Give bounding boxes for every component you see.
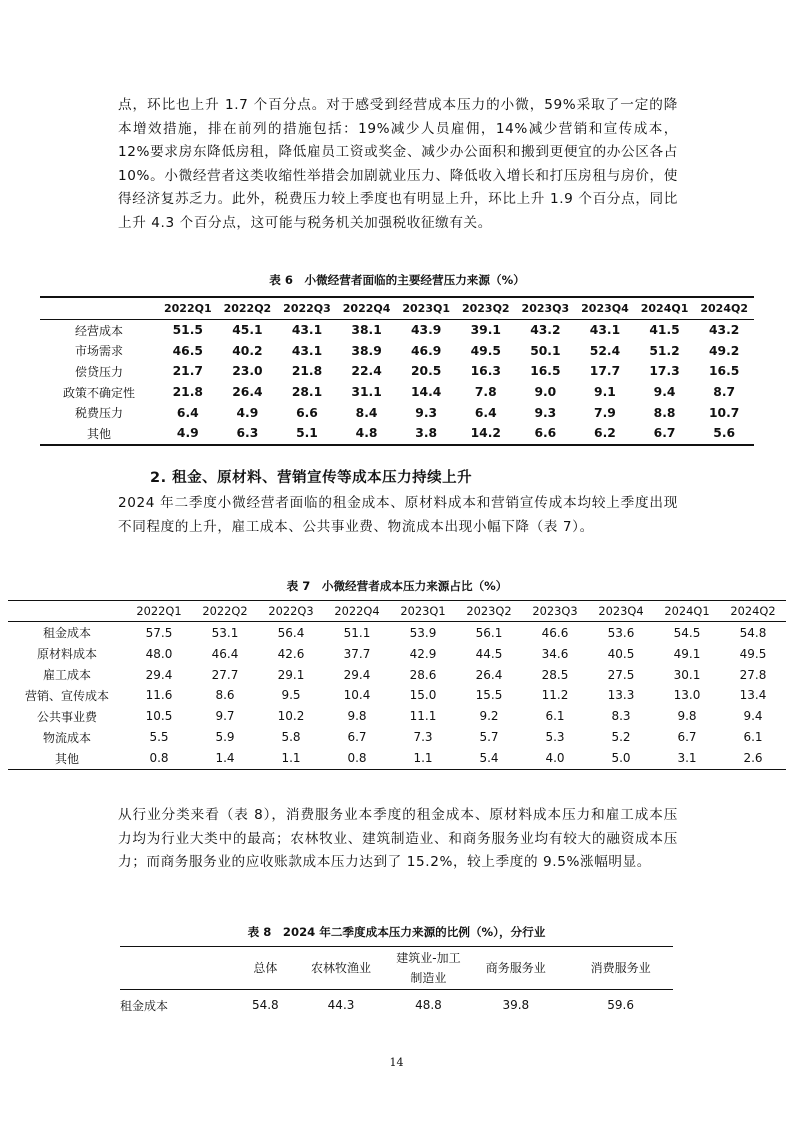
table7-col-header: 2022Q2 [202, 604, 248, 619]
table7-cell: 57.5 [145, 625, 173, 640]
table7-cell: 37.7 [343, 646, 371, 661]
table6-cell: 43.1 [589, 323, 621, 338]
table7-cell: 49.1 [673, 646, 701, 661]
table7-cell: 9.4 [743, 709, 763, 724]
table6-cell: 6.2 [594, 426, 616, 441]
table6-row-label: 偿贷压力 [74, 364, 123, 379]
table6-corner [40, 297, 158, 319]
table7-cell: 27.5 [607, 667, 635, 682]
table7-cell: 5.3 [545, 730, 565, 745]
table6-row [40, 382, 754, 403]
table7-cell: 5.5 [149, 730, 169, 745]
table7-cell: 49.5 [739, 646, 767, 661]
table7-cell: 28.6 [409, 667, 437, 682]
table6-cell: 5.6 [713, 426, 736, 441]
table7-cell: 46.6 [541, 625, 569, 640]
table6-header-row [40, 297, 754, 319]
table7-row [8, 706, 786, 727]
table6-cell: 45.1 [232, 323, 263, 338]
table7-cell: 0.8 [347, 751, 367, 766]
table8 [120, 946, 673, 1020]
table6-cell: 8.7 [713, 385, 736, 400]
table6-cell: 16.5 [709, 364, 740, 379]
table7-col-header: 2023Q4 [598, 604, 644, 619]
table6-cell: 6.7 [653, 426, 676, 441]
table6-cell: 9.3 [534, 405, 557, 420]
table6-col-header: 2022Q4 [342, 301, 391, 315]
table8-col-header: 农林牧渔业 [311, 961, 372, 975]
table7-cell: 53.6 [607, 625, 635, 640]
table6-cell: 26.4 [232, 385, 263, 400]
table7-cell: 9.2 [479, 709, 499, 724]
table6-row [40, 361, 754, 382]
table6-row [40, 423, 754, 445]
table7-cell: 15.0 [409, 688, 437, 703]
table7-cell: 13.0 [673, 688, 701, 703]
table7-cell: 8.6 [215, 688, 235, 703]
table6-cell: 31.1 [351, 385, 382, 400]
table7-cell: 26.4 [475, 667, 503, 682]
table6-cell: 5.1 [296, 426, 318, 441]
table7-col-header: 2023Q2 [466, 604, 512, 619]
table7-cell: 29.1 [277, 667, 305, 682]
table6-col-header: 2022Q2 [223, 301, 272, 315]
table6-cell: 38.1 [351, 323, 382, 338]
table7-cell: 34.6 [541, 646, 569, 661]
table7-cell: 27.8 [739, 667, 767, 682]
table7-cell: 10.4 [343, 688, 371, 703]
table6-cell: 14.2 [470, 426, 501, 441]
table8-header-row [120, 947, 673, 990]
table7-row-label: 租金成本 [42, 626, 91, 641]
table6-cell: 9.4 [653, 385, 676, 400]
table7-cell: 7.3 [413, 730, 433, 745]
table6-row-label: 税费压力 [74, 406, 123, 421]
table7-cell: 6.1 [545, 709, 565, 724]
table7-col-header: 2022Q3 [268, 604, 314, 619]
table7-cell: 11.6 [145, 688, 173, 703]
table7 [8, 600, 786, 770]
table6-cell: 22.4 [351, 364, 382, 379]
table7-cell: 13.4 [739, 688, 767, 703]
table6-cell: 10.7 [709, 405, 740, 420]
table7-cell: 54.5 [673, 625, 701, 640]
table6-cell: 41.5 [649, 323, 680, 338]
table7-col-header: 2022Q4 [334, 604, 380, 619]
table6-cell: 4.8 [355, 426, 378, 441]
table6-col-header: 2024Q1 [640, 301, 689, 315]
table7-cell: 6.7 [677, 730, 697, 745]
table8-col-header: 总体 [253, 961, 278, 975]
table8-corner [120, 947, 242, 990]
table6-cell: 49.2 [709, 343, 740, 358]
table7-cell: 2.6 [743, 751, 763, 766]
table7-cell: 29.4 [343, 667, 371, 682]
table6-cell: 52.4 [589, 343, 621, 358]
table6-cell: 50.1 [530, 343, 561, 358]
table7-header-row [8, 601, 786, 622]
table6-cell: 9.3 [415, 405, 438, 420]
table7-cell: 9.7 [215, 709, 235, 724]
table6-row-label: 其他 [86, 426, 111, 441]
table6-cell: 28.1 [291, 385, 323, 400]
table6-cell: 17.7 [589, 364, 621, 379]
table6-cell: 14.4 [411, 385, 442, 400]
table6-cell: 51.5 [172, 323, 203, 338]
table7-row-label: 营销、宣传成本 [24, 688, 109, 703]
table6-cell: 46.5 [172, 343, 203, 358]
table8-col-header: 建筑业-加工制造业 [396, 951, 461, 985]
industry-paragraph: 从行业分类来看（表 8），消费服务业本季度的租金成本、原材料成本压力和雇工成本压力均为行业大类中的最高；农林牧业、建筑制造业、和商务服务业均有较大的融资成本压力；而商务服务业的应收账款成本压力达到了 15.2%，较上季度的 9.5%涨幅明显。 [118, 807, 678, 871]
table6-cell: 39.1 [470, 323, 501, 338]
table6-cell: 43.1 [291, 343, 323, 358]
table6-cell: 40.2 [232, 343, 263, 358]
table7-cell: 15.5 [475, 688, 503, 703]
table8-col-header: 商务服务业 [485, 961, 546, 975]
table8-cell: 59.6 [607, 998, 634, 1012]
table7-cell: 54.8 [739, 625, 767, 640]
table6-cell: 7.9 [594, 405, 616, 420]
table6-cell: 6.4 [474, 405, 497, 420]
table6-cell: 43.1 [291, 323, 323, 338]
table7-cell: 56.1 [475, 625, 503, 640]
table6-col-header: 2022Q1 [163, 301, 212, 315]
table7-cell: 3.1 [677, 751, 697, 766]
table7-cell: 5.0 [611, 751, 631, 766]
table7-cell: 30.1 [673, 667, 701, 682]
table7-row-label: 其他 [54, 751, 79, 766]
table7-row [8, 748, 786, 769]
table6-col-header: 2023Q2 [461, 301, 510, 315]
table6-col-header: 2024Q2 [700, 301, 748, 315]
table6-row [40, 340, 754, 361]
table7-cell: 44.5 [475, 646, 503, 661]
table6-cell: 46.9 [411, 343, 442, 358]
table7-cell: 27.7 [211, 667, 239, 682]
table6-cell: 20.5 [411, 364, 442, 379]
table7-cell: 4.0 [545, 751, 565, 766]
table6-col-header: 2023Q3 [521, 301, 570, 315]
table8-cell: 48.8 [415, 998, 442, 1012]
table7-cell: 48.0 [145, 646, 173, 661]
table7-cell: 56.4 [277, 625, 305, 640]
table7-row [8, 685, 786, 706]
table6-cell: 6.3 [236, 426, 259, 441]
table8-col-header: 消费服务业 [590, 961, 651, 975]
table6-cell: 17.3 [649, 364, 680, 379]
table7-cell: 5.8 [281, 730, 301, 745]
table6-cell: 9.1 [594, 385, 616, 400]
table7-cell: 10.5 [145, 709, 173, 724]
table7-cell: 9.8 [677, 709, 697, 724]
table6-cell: 6.6 [296, 405, 318, 420]
table7-col-header: 2022Q1 [136, 604, 182, 619]
table6-cell: 8.8 [653, 405, 676, 420]
table6-cell: 16.5 [530, 364, 561, 379]
table8-cell: 54.8 [251, 998, 279, 1012]
table7-corner [8, 601, 126, 622]
table7-row-label: 公共事业费 [36, 709, 97, 724]
table7-cell: 9.5 [281, 688, 301, 703]
table6-cell: 7.8 [474, 385, 497, 400]
table8-caption: 表 8 2024 年二季度成本压力来源的比例（%），分行业 [247, 925, 546, 939]
table6-cell: 21.8 [172, 385, 203, 400]
table7-cell: 0.8 [149, 751, 169, 766]
intro-paragraph: 点，环比也上升 1.7 个百分点。对于感受到经营成本压力的小微，59%采取了一定的降本增效措施，排在前列的措施包括：19%减少人员雇佣，14%减少营销和宣传成本，12%要求房东降低房租，降低雇员工资或奖金、减少办公面积和搬到更便宜的办公区各占 10%。小微经营者这类收缩性举措会加剧就业压力、降低收入增长和打压房租与房价，使得经济复苏乏力。此外，税费压力较上季度也有明显上升，环比上升 1.9 个百分点，同比上升 4.3 个百分点，这可能与税务机关加强税收征缴有关。 [118, 97, 678, 231]
table6-cell: 51.2 [649, 343, 680, 358]
table6-cell: 43.2 [530, 323, 561, 338]
table6 [40, 296, 754, 446]
table7-cell: 46.4 [211, 646, 239, 661]
table7-cell: 10.2 [277, 709, 305, 724]
table7-cell: 53.1 [211, 625, 239, 640]
table6-caption: 表 6 小微经营者面临的主要经营压力来源（%） [269, 273, 525, 287]
table7-cell: 40.5 [607, 646, 635, 661]
table7-cell: 29.4 [145, 667, 173, 682]
table6-cell: 16.3 [470, 364, 501, 379]
table7-row-label: 物流成本 [42, 730, 91, 745]
table6-cell: 9.0 [534, 385, 557, 400]
table7-cell: 1.1 [281, 751, 301, 766]
table6-row-label: 政策不确定性 [62, 385, 135, 400]
table7-col-header: 2024Q2 [730, 604, 776, 619]
table7-cell: 13.3 [607, 688, 635, 703]
table7-cell: 5.7 [479, 730, 499, 745]
table6-col-header: 2023Q4 [581, 301, 629, 315]
table7-cell: 28.5 [541, 667, 569, 682]
table7-cell: 1.4 [215, 751, 235, 766]
table7-row [8, 622, 786, 643]
table6-cell: 21.7 [172, 364, 203, 379]
table7-row [8, 727, 786, 748]
section2-heading: 2. 租金、原材料、营销宣传等成本压力持续上升 [150, 470, 473, 486]
table7-row-label: 原材料成本 [36, 647, 97, 662]
table7-cell: 1.1 [413, 751, 433, 766]
page-number: 14 [389, 1056, 404, 1069]
table6-cell: 4.9 [176, 426, 199, 441]
table6-col-header: 2023Q1 [402, 301, 450, 315]
table7-cell: 6.1 [743, 730, 763, 745]
table7-row-label: 雇工成本 [42, 668, 91, 683]
table6-cell: 21.8 [291, 364, 323, 379]
table7-cell: 8.3 [611, 709, 631, 724]
table7-cell: 42.9 [409, 646, 437, 661]
table7-cell: 9.8 [347, 709, 367, 724]
table7-cell: 51.1 [343, 625, 371, 640]
table6-cell: 3.8 [415, 426, 438, 441]
table7-cell: 5.4 [479, 751, 499, 766]
section2-paragraph: 2024 年二季度小微经营者面临的租金成本、原材料成本和营销宣传成本均较上季度出现不同程度的上升，雇工成本、公共事业费、物流成本出现小幅下降（表 7）。 [118, 495, 678, 535]
table6-row [40, 402, 754, 423]
table8-row-label: 租金成本 [120, 998, 169, 1013]
table6-cell: 43.9 [411, 323, 442, 338]
table6-cell: 4.9 [236, 405, 259, 420]
table6-cell: 6.4 [176, 405, 199, 420]
table6-row-label: 市场需求 [74, 344, 123, 359]
table7-col-header: 2023Q3 [532, 604, 578, 619]
table7-cell: 42.6 [277, 646, 305, 661]
table6-cell: 8.4 [355, 405, 378, 420]
table7-col-header: 2024Q1 [664, 604, 710, 619]
table7-row [8, 664, 786, 685]
table8-cell: 44.3 [327, 998, 355, 1012]
table7-cell: 11.1 [409, 709, 437, 724]
table6-row-label: 经营成本 [74, 323, 123, 338]
table6-cell: 6.6 [534, 426, 557, 441]
table7-col-header: 2023Q1 [400, 604, 446, 619]
table7-cell: 11.2 [541, 688, 569, 703]
table6-cell: 49.5 [470, 343, 501, 358]
table6-cell: 43.2 [709, 323, 740, 338]
table6-cell: 23.0 [232, 364, 263, 379]
table7-cell: 53.9 [409, 625, 437, 640]
table8-row [120, 990, 673, 1021]
table7-cell: 5.2 [611, 730, 631, 745]
table7-caption: 表 7 小微经营者成本压力来源占比（%） [286, 579, 508, 593]
table7-row [8, 643, 786, 664]
table7-cell: 6.7 [347, 730, 367, 745]
table6-col-header: 2022Q3 [283, 301, 331, 315]
table6-cell: 38.9 [351, 343, 382, 358]
table6-row [40, 319, 754, 340]
table7-cell: 5.9 [215, 730, 235, 745]
table8-cell: 39.8 [502, 998, 530, 1012]
